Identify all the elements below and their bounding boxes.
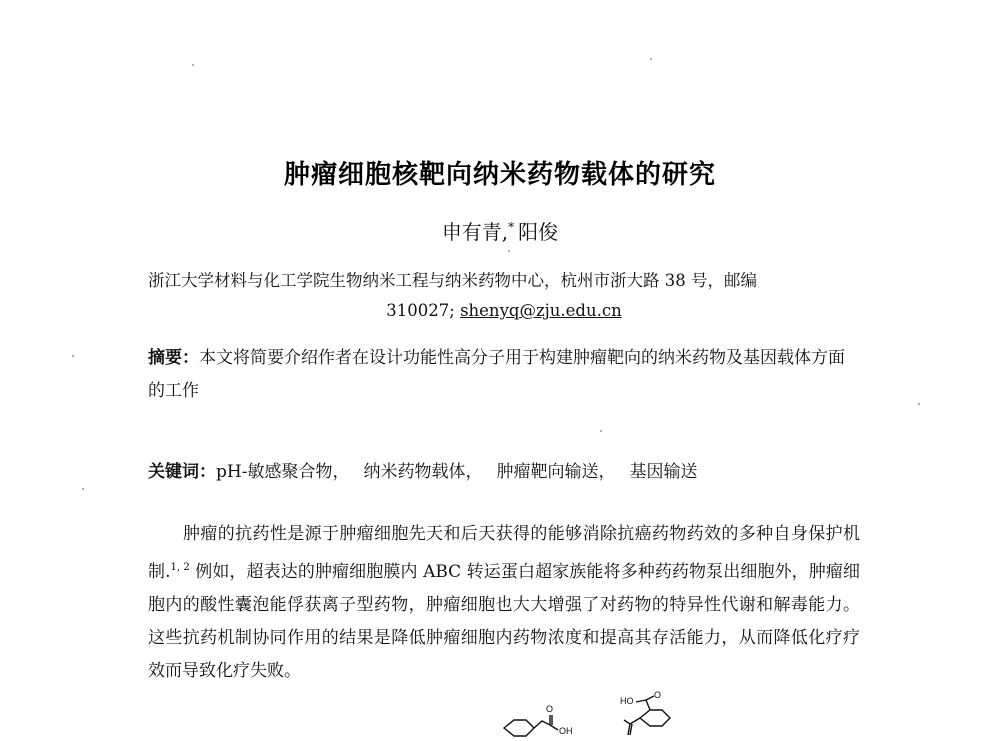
paper-title: 肿瘤细胞核靶向纳米药物载体的研究: [283, 160, 716, 190]
atom-label: O: [546, 704, 554, 714]
body-text-part2: 例如，超表达的肿瘤细胞膜内 ABC 转运蛋白超家族能将多种药药物泵出细胞外，肿瘤细胞内的酸性囊泡能俘获离子型药物，肿瘤细胞也大大增强了对药物的特异性代谢和解毒能力。这些抗药机制协同作用的结果是降低肿瘤细胞内药物浓度和提高其存活能力，从而降低化疗疗效而导致化疗失败。: [148, 562, 860, 681]
scan-speck: [72, 355, 74, 357]
cyclohexane-ring: [504, 720, 534, 736]
author-second: 阳俊: [518, 220, 559, 244]
body-paragraph: [148, 518, 860, 688]
bond: [624, 720, 630, 724]
affiliation-block: [148, 266, 860, 326]
bond: [630, 718, 640, 724]
abstract-block: [148, 342, 860, 408]
scan-speck: [82, 488, 84, 490]
scan-speck: [600, 430, 602, 432]
chemical-structure-figure: [490, 690, 690, 741]
author-email-link[interactable]: shenyq@zju.edu.cn: [460, 301, 622, 320]
author-first: 申有青,: [441, 220, 509, 244]
abstract-text: 本文将简要介绍作者在设计功能性高分子用于构建肿瘤靶向的纳米药物及基因载体方面的工作: [148, 348, 845, 401]
atom-label: O: [654, 690, 662, 700]
cyclohexane-ring: [640, 710, 670, 726]
corresponding-author-marker: *: [508, 220, 515, 234]
author-line: [0, 216, 1000, 245]
abstract-label: 摘要：: [148, 348, 199, 368]
keyword-item: pH-敏感聚合物，: [216, 462, 350, 482]
keywords-block: [148, 457, 860, 487]
body-text-part1: 肿瘤的抗药性是源于肿瘤细胞先天和后天获得的能够消除抗癌药物药效的多种自身保护机制.: [148, 524, 860, 582]
bond: [534, 721, 550, 728]
citation-ref: 1, 2: [170, 562, 190, 573]
keyword-item: 纳米药物载体，: [363, 462, 483, 482]
affiliation-address: 浙江大学材料与化工学院生物纳米工程与纳米药物中心，杭州市浙大路 38 号，邮编: [148, 271, 757, 290]
keyword-item: 基因输送: [629, 462, 698, 482]
bond: [636, 700, 646, 702]
bond: [646, 700, 650, 710]
scan-speck: [508, 250, 510, 252]
scan-speck: [650, 58, 652, 60]
atom-label: HO: [620, 696, 634, 706]
bond: [550, 725, 558, 730]
affiliation-postcode: 310027;: [386, 301, 455, 320]
keywords-label: 关键词：: [148, 462, 216, 482]
atom-label: OH: [559, 726, 573, 736]
bond: [646, 696, 654, 700]
scan-speck: [918, 403, 920, 405]
keyword-item: 肿瘤靶向输送，: [496, 462, 616, 482]
scan-speck: [192, 64, 194, 66]
affiliation-contact-line: [148, 296, 860, 326]
